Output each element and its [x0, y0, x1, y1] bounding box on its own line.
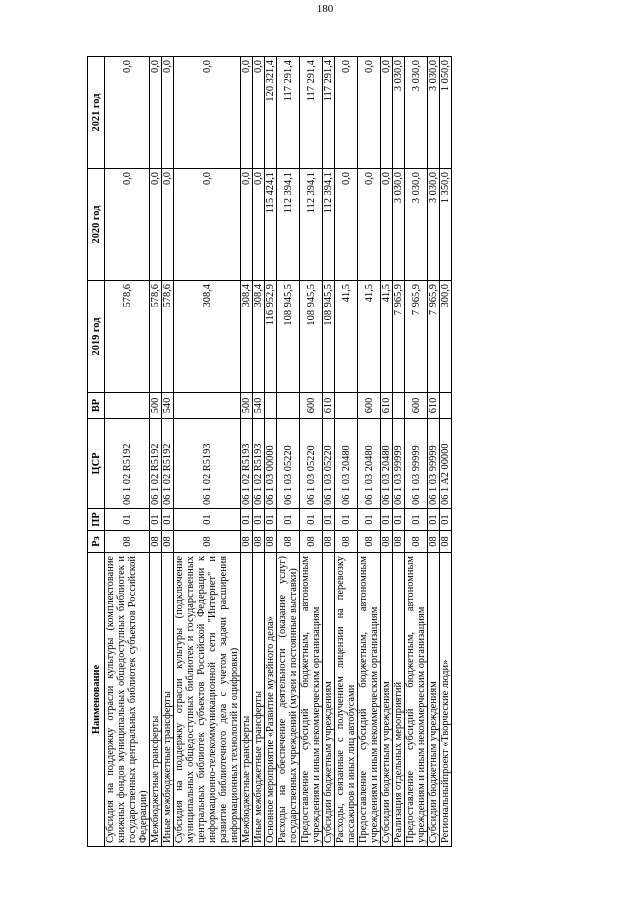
row-vr-cell	[393, 393, 405, 419]
row-vr-cell: 540	[162, 393, 174, 419]
header-vr: ВР	[88, 393, 105, 419]
table-row	[381, 57, 393, 847]
table-row	[323, 57, 335, 847]
row-2020-cell: 3 030,0	[405, 169, 428, 281]
table-body	[105, 57, 452, 847]
row-csr-cell: 06 1 A2 00000	[440, 419, 452, 509]
table-row	[150, 57, 162, 847]
row-csr-cell: 06 1 02 R5192	[162, 419, 174, 509]
rotated-page	[87, 57, 562, 847]
row-name-cell: Региональныйпроект «Творческие люди»	[440, 553, 452, 847]
row-csr-cell: 06 1 03 05220	[300, 419, 323, 509]
row-2020-cell: 0,0	[105, 169, 150, 281]
row-rz-cell: 08	[105, 531, 150, 553]
page-number: 180	[316, 3, 334, 15]
table-header-row	[88, 57, 105, 847]
row-2020-cell: 0,0	[241, 169, 253, 281]
row-name-cell: Межбюджетные трансферты	[150, 553, 162, 847]
header-2019: 2019 год	[88, 281, 105, 393]
row-vr-cell	[277, 393, 300, 419]
row-2021-cell: 117 291,4	[277, 57, 300, 169]
row-name-cell: Субсидии бюджетным учреждениям	[381, 553, 393, 847]
row-csr-cell: 06 1 02 R5193	[241, 419, 253, 509]
header-csr: ЦСР	[88, 419, 105, 509]
row-rz-cell: 08	[265, 531, 277, 553]
row-csr-cell: 06 1 03 05220	[277, 419, 300, 509]
row-name-cell: Основное мероприятие «Развитие музейного дела»	[265, 553, 277, 847]
row-2019-cell: 308,4	[174, 281, 241, 393]
row-2020-cell: 112 394,1	[277, 169, 300, 281]
row-name-cell: Расходы на обеспечение деятельности (оказание услуг) государственных учреждений (музеи и постоянные выставки)	[277, 553, 300, 847]
row-name-cell: Расходы, связанные с получением лицензии на перевозку пассажиров и иных лиц автобусами	[335, 553, 358, 847]
row-rz-cell: 08	[405, 531, 428, 553]
row-vr-cell: 610	[381, 393, 393, 419]
row-vr-cell: 540	[253, 393, 265, 419]
table-row	[105, 57, 150, 847]
row-2021-cell: 1 050,0	[440, 57, 452, 169]
row-name-cell: Реализация отдельных мероприятий	[393, 553, 405, 847]
row-rz-cell: 08	[174, 531, 241, 553]
header-pr: ПР	[88, 509, 105, 531]
table-row	[241, 57, 253, 847]
table-row	[393, 57, 405, 847]
row-name-cell: Предоставление субсидий бюджетным, автономным учреждениям и иным некоммерческим организациям	[358, 553, 381, 847]
row-2021-cell: 0,0	[174, 57, 241, 169]
row-2021-cell: 3 030,0	[428, 57, 440, 169]
row-2021-cell: 0,0	[241, 57, 253, 169]
row-pr-cell: 01	[150, 509, 162, 531]
row-rz-cell: 08	[393, 531, 405, 553]
row-2020-cell: 0,0	[358, 169, 381, 281]
row-vr-cell	[174, 393, 241, 419]
row-2020-cell: 112 394,1	[323, 169, 335, 281]
row-2019-cell: 108 945,5	[300, 281, 323, 393]
row-csr-cell: 06 1 03 99999	[405, 419, 428, 509]
budget-table	[87, 56, 452, 847]
row-pr-cell: 01	[265, 509, 277, 531]
table-row	[428, 57, 440, 847]
row-vr-cell: 610	[428, 393, 440, 419]
row-vr-cell: 500	[150, 393, 162, 419]
row-pr-cell: 01	[428, 509, 440, 531]
row-pr-cell: 01	[277, 509, 300, 531]
row-2021-cell: 0,0	[253, 57, 265, 169]
row-2020-cell: 0,0	[150, 169, 162, 281]
row-pr-cell: 01	[358, 509, 381, 531]
table-row	[335, 57, 358, 847]
row-name-cell: Субсидия на поддержку отрасли культуры (подключение муниципальных общедоступных библиотек и государственных центральных библиотек субъектов Российской Федерации к информационно-телекоммуникационной сети "Интернет" и развитие библиотечного дела с учетом задачи расширения информационных технологий и оцифровки)	[174, 553, 241, 847]
row-pr-cell: 01	[162, 509, 174, 531]
row-csr-cell: 06 1 02 R5193	[174, 419, 241, 509]
row-pr-cell: 01	[405, 509, 428, 531]
row-2020-cell: 3 030,0	[428, 169, 440, 281]
table-row	[253, 57, 265, 847]
row-2021-cell: 0,0	[381, 57, 393, 169]
row-pr-cell: 01	[335, 509, 358, 531]
row-2019-cell: 578,6	[162, 281, 174, 393]
row-csr-cell: 06 1 03 99999	[428, 419, 440, 509]
row-pr-cell: 01	[381, 509, 393, 531]
row-rz-cell: 08	[277, 531, 300, 553]
row-2020-cell: 1 350,0	[440, 169, 452, 281]
row-vr-cell: 600	[358, 393, 381, 419]
row-2019-cell: 308,4	[253, 281, 265, 393]
row-rz-cell: 08	[323, 531, 335, 553]
row-2021-cell: 117 291,4	[300, 57, 323, 169]
row-2021-cell: 117 291,4	[323, 57, 335, 169]
table-row	[405, 57, 428, 847]
row-2019-cell: 41,5	[335, 281, 358, 393]
row-csr-cell: 06 1 02 R5192	[150, 419, 162, 509]
row-rz-cell: 08	[428, 531, 440, 553]
row-2020-cell: 3 030,0	[393, 169, 405, 281]
row-2021-cell: 3 030,0	[405, 57, 428, 169]
row-name-cell: Иные межбюджетные трансферты	[253, 553, 265, 847]
row-rz-cell: 08	[440, 531, 452, 553]
row-name-cell: Субсидии бюджетным учреждениям	[428, 553, 440, 847]
table-row	[277, 57, 300, 847]
row-2020-cell: 0,0	[381, 169, 393, 281]
row-2020-cell: 112 394,1	[300, 169, 323, 281]
row-vr-cell	[105, 393, 150, 419]
row-csr-cell: 06 1 03 05220	[323, 419, 335, 509]
header-name: Наименование	[88, 553, 105, 847]
row-name-cell: Иные межбюджетные трансферты	[162, 553, 174, 847]
row-2019-cell: 578,6	[150, 281, 162, 393]
row-rz-cell: 08	[381, 531, 393, 553]
row-vr-cell	[265, 393, 277, 419]
row-2021-cell: 0,0	[358, 57, 381, 169]
row-2019-cell: 578,6	[105, 281, 150, 393]
row-vr-cell: 500	[241, 393, 253, 419]
row-2021-cell: 3 030,0	[393, 57, 405, 169]
row-pr-cell: 01	[241, 509, 253, 531]
row-csr-cell: 06 1 03 20480	[381, 419, 393, 509]
row-rz-cell: 08	[241, 531, 253, 553]
row-2019-cell: 108 945,5	[323, 281, 335, 393]
row-rz-cell: 08	[335, 531, 358, 553]
row-pr-cell: 01	[174, 509, 241, 531]
row-rz-cell: 08	[358, 531, 381, 553]
row-vr-cell: 600	[405, 393, 428, 419]
row-2019-cell: 7 965,9	[393, 281, 405, 393]
table-row	[440, 57, 452, 847]
header-rz: Рз	[88, 531, 105, 553]
row-2020-cell: 0,0	[253, 169, 265, 281]
row-pr-cell: 01	[105, 509, 150, 531]
row-2019-cell: 7 965,9	[405, 281, 428, 393]
row-csr-cell: 06 1 03 00000	[265, 419, 277, 509]
row-name-cell: Субсидии бюджетным учреждениям	[323, 553, 335, 847]
row-rz-cell: 08	[253, 531, 265, 553]
header-2020: 2020 год	[88, 169, 105, 281]
row-pr-cell: 01	[323, 509, 335, 531]
row-csr-cell: 06 1 03 99999	[393, 419, 405, 509]
table-row	[358, 57, 381, 847]
row-2020-cell: 115 424,1	[265, 169, 277, 281]
table-row	[162, 57, 174, 847]
row-vr-cell: 600	[300, 393, 323, 419]
row-2019-cell: 308,4	[241, 281, 253, 393]
row-vr-cell: 610	[323, 393, 335, 419]
row-2020-cell: 0,0	[335, 169, 358, 281]
row-name-cell: Субсидия на поддержку отрасли культуры (комплектование книжных фондов муниципальных общедоступных библиотек и государственных центральных библиотек субъектов Российской Федерации)	[105, 553, 150, 847]
row-name-cell: Предоставление субсидий бюджетным, автономным учреждениям и иным некоммерческим организациям	[405, 553, 428, 847]
row-pr-cell: 01	[440, 509, 452, 531]
row-2021-cell: 0,0	[105, 57, 150, 169]
row-csr-cell: 06 1 02 R5193	[253, 419, 265, 509]
row-2021-cell: 120 321,4	[265, 57, 277, 169]
row-pr-cell: 01	[253, 509, 265, 531]
row-2020-cell: 0,0	[162, 169, 174, 281]
row-csr-cell: 06 1 03 20480	[358, 419, 381, 509]
row-2019-cell: 41,5	[381, 281, 393, 393]
row-rz-cell: 08	[150, 531, 162, 553]
row-2020-cell: 0,0	[174, 169, 241, 281]
row-rz-cell: 08	[300, 531, 323, 553]
row-name-cell: Межбюджетные трансферты	[241, 553, 253, 847]
row-vr-cell	[335, 393, 358, 419]
header-2021: 2021 год	[88, 57, 105, 169]
table-row	[265, 57, 277, 847]
row-pr-cell: 01	[393, 509, 405, 531]
row-vr-cell	[440, 393, 452, 419]
row-2021-cell: 0,0	[335, 57, 358, 169]
table-row	[300, 57, 323, 847]
row-name-cell: Предоставление субсидий бюджетным, автономным учреждениям и иным некоммерческим организациям	[300, 553, 323, 847]
row-pr-cell: 01	[300, 509, 323, 531]
table-row	[174, 57, 241, 847]
row-rz-cell: 08	[162, 531, 174, 553]
row-2019-cell: 41,5	[358, 281, 381, 393]
row-2021-cell: 0,0	[162, 57, 174, 169]
row-csr-cell: 06 1 03 20480	[335, 419, 358, 509]
row-2019-cell: 7 965,9	[428, 281, 440, 393]
row-2019-cell: 116 952,9	[265, 281, 277, 393]
row-csr-cell: 06 1 02 R5192	[105, 419, 150, 509]
row-2019-cell: 108 945,5	[277, 281, 300, 393]
row-2021-cell: 0,0	[150, 57, 162, 169]
row-2019-cell: 300,0	[440, 281, 452, 393]
